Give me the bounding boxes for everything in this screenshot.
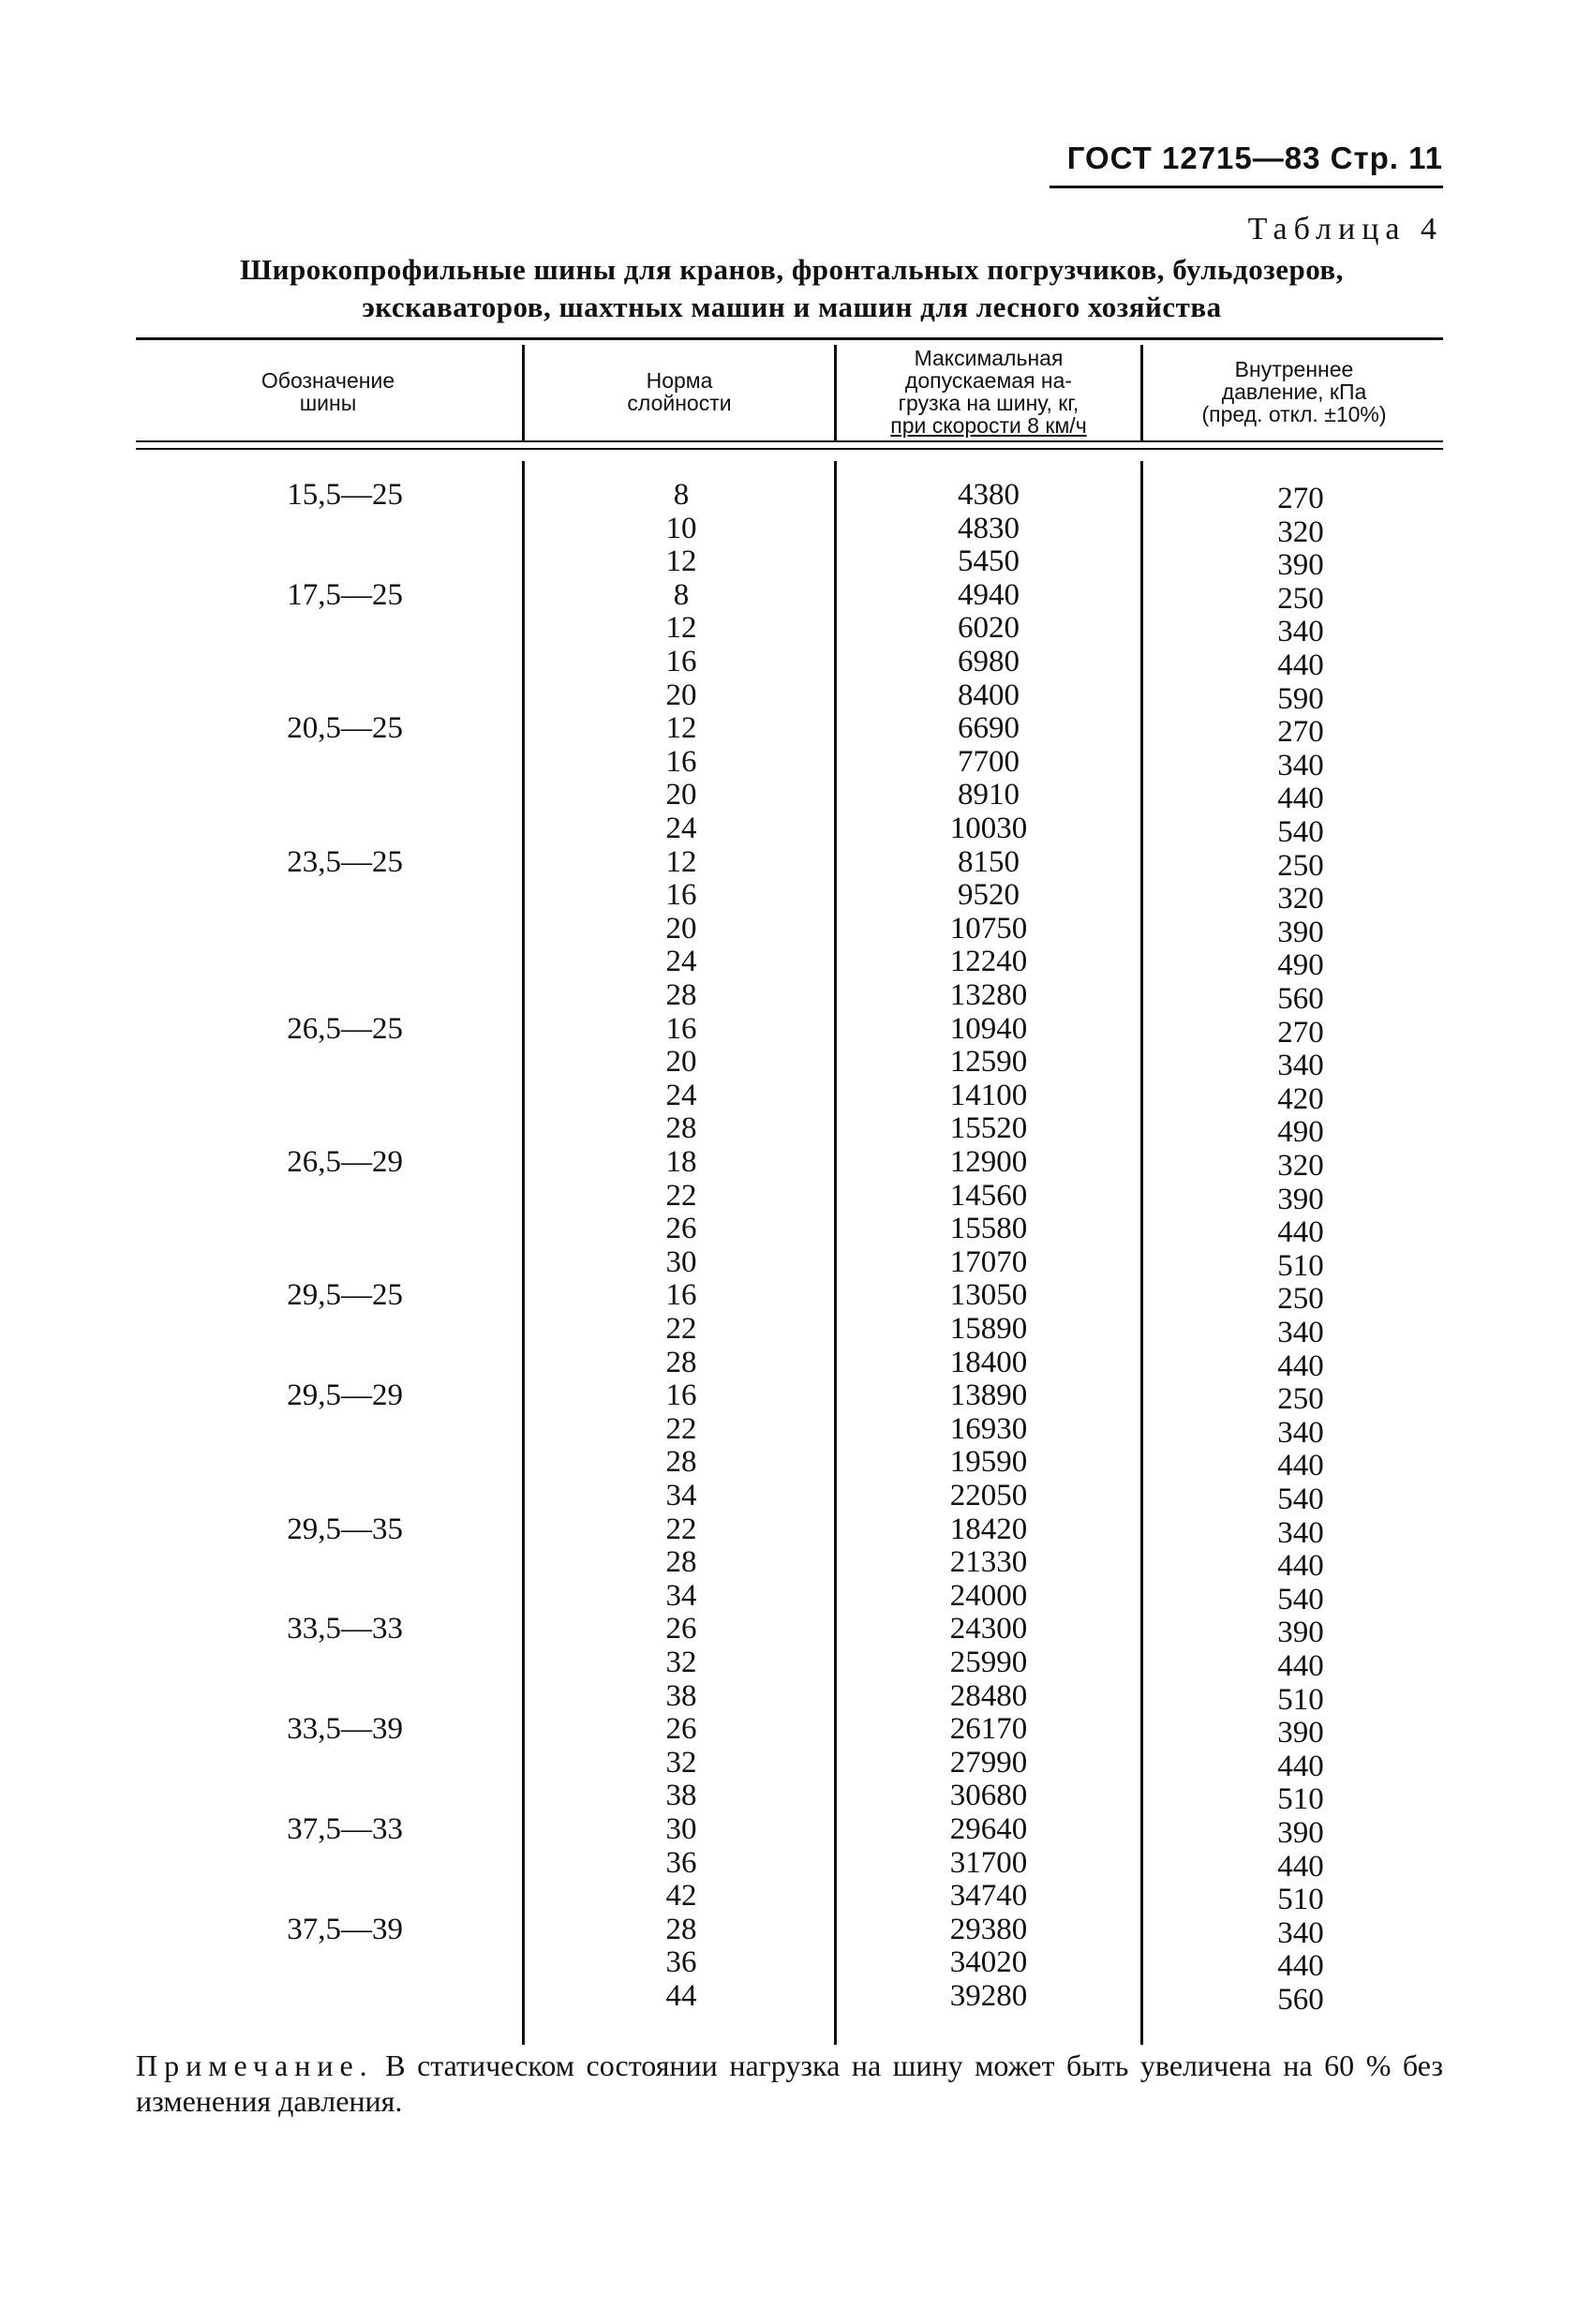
load-cell: 14560 — [949, 1178, 1028, 1213]
load-cell: 28480 — [949, 1678, 1028, 1713]
column-header-load-line: допускаемая на- — [904, 368, 1073, 393]
header-divider-2 — [834, 345, 837, 440]
tire-cell: 29,5—29 — [287, 1378, 403, 1413]
load-cell: 6020 — [958, 611, 1020, 646]
table-label: Таблица 4 — [1247, 212, 1443, 246]
column-header-ply-line: Норма — [646, 368, 713, 393]
pressure-cell: 560 — [1277, 1983, 1324, 2017]
load-cell: 8910 — [958, 778, 1020, 812]
column-header-load-line: грузка на шину, кг, — [898, 391, 1079, 415]
ply-cell: 18 — [665, 1145, 697, 1179]
page-header: ГОСТ 12715—83 Стр. 11 — [1066, 141, 1443, 175]
tire-cell: 29,5—35 — [287, 1512, 403, 1546]
load-cell: 10940 — [949, 1011, 1028, 1046]
body-divider-2 — [834, 461, 837, 2045]
ply-cell: 26 — [665, 1712, 697, 1747]
pressure-cell: 340 — [1277, 1316, 1324, 1349]
column-header-pressure-line: (пред. откл. ±10%) — [1201, 402, 1387, 426]
load-cell: 26170 — [949, 1712, 1028, 1747]
caption-line-1: Широкопрофильные шины для кранов, фронтальных погрузчиков, бульдозеров, — [240, 253, 1344, 286]
ply-cell: 22 — [665, 1312, 697, 1346]
tire-cell: 26,5—29 — [287, 1145, 403, 1179]
load-cell: 4940 — [958, 577, 1020, 612]
ply-cell: 42 — [665, 1879, 697, 1914]
column-header-pressure-line: давление, кПа — [1221, 380, 1367, 404]
pressure-cell: 440 — [1277, 1449, 1324, 1483]
load-cell: 18400 — [949, 1345, 1028, 1379]
pressure-cell: 540 — [1277, 1482, 1324, 1516]
pressure-cell: 440 — [1277, 648, 1324, 682]
ply-cell: 20 — [665, 911, 697, 946]
tire-cell: 37,5—39 — [287, 1912, 403, 1946]
load-cell: 12240 — [949, 945, 1028, 979]
load-cell: 25990 — [949, 1646, 1028, 1679]
load-cell: 4830 — [958, 511, 1020, 545]
tire-cell: 29,5—25 — [287, 1278, 403, 1313]
load-cell: 6690 — [958, 711, 1020, 746]
header-bottom-rule-2 — [136, 448, 1443, 450]
pressure-cell: 510 — [1277, 1883, 1324, 1917]
pressure-cell: 510 — [1277, 1682, 1324, 1717]
pressure-cell: 390 — [1277, 915, 1324, 949]
ply-cell: 34 — [665, 1479, 697, 1512]
tire-cell: 33,5—33 — [287, 1612, 403, 1646]
pressure-cell: 320 — [1277, 882, 1324, 916]
load-cell: 29380 — [949, 1912, 1028, 1946]
pressure-cell: 390 — [1277, 1182, 1324, 1216]
pressure-cell: 590 — [1277, 681, 1324, 716]
header-rule — [1050, 186, 1443, 188]
ply-cell: 24 — [665, 812, 697, 845]
pressure-cell: 440 — [1277, 1549, 1324, 1584]
pressure-cell: 320 — [1277, 514, 1324, 549]
pressure-cell: 250 — [1277, 1282, 1324, 1317]
load-cell: 6980 — [958, 645, 1020, 678]
ply-cell: 16 — [665, 1378, 697, 1413]
pressure-cell: 540 — [1277, 1582, 1324, 1616]
ply-cell: 30 — [665, 1244, 697, 1279]
load-cell: 31700 — [949, 1845, 1028, 1880]
note-text: В статическом состоянии нагрузка на шину может быть увеличена на 60 % без изменения давления. — [136, 2048, 1444, 2118]
load-cell: 13280 — [949, 978, 1028, 1012]
load-cell: 15890 — [949, 1312, 1028, 1346]
ply-cell: 16 — [665, 744, 697, 779]
tire-cell: 26,5—25 — [287, 1011, 403, 1046]
load-cell: 17070 — [949, 1244, 1028, 1279]
ply-cell: 38 — [665, 1779, 697, 1813]
pressure-cell: 440 — [1277, 1649, 1324, 1683]
pressure-cell: 420 — [1277, 1081, 1324, 1116]
ply-cell: 24 — [665, 1078, 697, 1112]
column-header-pressure-line: Внутреннее — [1234, 357, 1354, 381]
load-cell: 15580 — [949, 1212, 1028, 1246]
tire-cell: 20,5—25 — [287, 711, 403, 746]
pressure-cell: 390 — [1277, 548, 1324, 583]
load-cell: 15520 — [949, 1111, 1028, 1146]
ply-cell: 22 — [665, 1411, 697, 1446]
ply-cell: 28 — [665, 1111, 697, 1146]
pressure-cell: 320 — [1277, 1149, 1324, 1183]
column-header-tire-line: шины — [299, 391, 357, 415]
table-caption — [131, 251, 1452, 326]
ply-cell: 16 — [665, 1011, 697, 1046]
ply-cell: 28 — [665, 1545, 697, 1580]
pressure-cell: 270 — [1277, 1015, 1324, 1050]
load-cell: 39280 — [949, 1979, 1028, 2013]
pressure-cell: 340 — [1277, 1415, 1324, 1450]
tire-cell: 33,5—39 — [287, 1712, 403, 1747]
pressure-cell: 250 — [1277, 848, 1324, 883]
column-header-load — [839, 345, 1139, 439]
ply-cell: 32 — [665, 1646, 697, 1679]
ply-cell: 16 — [665, 878, 697, 913]
ply-cell: 22 — [665, 1178, 697, 1213]
pressure-cell: 510 — [1277, 1248, 1324, 1283]
ply-cell: 24 — [665, 945, 697, 979]
load-cell: 4380 — [958, 478, 1020, 512]
pressure-cell: 340 — [1277, 1915, 1324, 1950]
load-cell: 9520 — [958, 878, 1020, 913]
tire-cell: 15,5—25 — [287, 478, 403, 512]
column-header-tire-line: Обозначение — [261, 368, 395, 393]
pressure-cell: 270 — [1277, 715, 1324, 750]
note-label: Примечание. — [136, 2048, 374, 2082]
load-cell: 13050 — [949, 1278, 1028, 1313]
tire-cell: 17,5—25 — [287, 577, 403, 612]
ply-cell: 8 — [673, 577, 690, 612]
body-divider-1 — [522, 461, 525, 2045]
ply-cell: 8 — [673, 478, 690, 512]
ply-cell: 28 — [665, 1345, 697, 1379]
pressure-cell: 440 — [1277, 1215, 1324, 1250]
tire-cell: 37,5—33 — [287, 1812, 403, 1846]
load-cell: 21330 — [949, 1545, 1028, 1580]
header-divider-3 — [1140, 345, 1143, 440]
ply-cell: 44 — [665, 1979, 697, 2013]
pressure-cell: 490 — [1277, 1115, 1324, 1150]
ply-cell: 10 — [665, 511, 697, 545]
pressure-cell: 250 — [1277, 1382, 1324, 1417]
ply-cell: 32 — [665, 1745, 697, 1780]
column-header-ply — [527, 345, 832, 439]
header-bottom-rule — [136, 440, 1443, 442]
pressure-cell: 440 — [1277, 1749, 1324, 1783]
ply-cell: 34 — [665, 1578, 697, 1613]
tire-cell: 23,5—25 — [287, 844, 403, 879]
ply-cell: 22 — [665, 1512, 697, 1546]
ply-cell: 12 — [665, 844, 697, 879]
column-header-load-line: Максимальная — [914, 346, 1064, 370]
body-divider-3 — [1140, 461, 1143, 2045]
load-cell: 7700 — [958, 744, 1020, 779]
ply-cell: 28 — [665, 1912, 697, 1946]
ply-cell: 12 — [665, 711, 697, 746]
load-cell: 34020 — [949, 1945, 1028, 1980]
column-header-tire — [136, 345, 520, 439]
load-cell: 5450 — [958, 544, 1020, 579]
ply-cell: 36 — [665, 1845, 697, 1880]
load-cell: 8150 — [958, 844, 1020, 879]
load-cell: 22050 — [949, 1479, 1028, 1512]
pressure-cell: 560 — [1277, 982, 1324, 1016]
pressure-cell: 390 — [1277, 1716, 1324, 1750]
table-note — [136, 2048, 1443, 2119]
ply-cell: 26 — [665, 1212, 697, 1246]
ply-cell: 20 — [665, 678, 697, 712]
load-cell: 27990 — [949, 1745, 1028, 1780]
load-cell: 18420 — [949, 1512, 1028, 1546]
load-cell: 10030 — [949, 812, 1028, 845]
load-cell: 8400 — [958, 678, 1020, 712]
load-cell: 14100 — [949, 1078, 1028, 1112]
ply-cell: 12 — [665, 611, 697, 646]
ply-cell: 28 — [665, 1445, 697, 1480]
pressure-cell: 340 — [1277, 748, 1324, 782]
ply-cell: 38 — [665, 1678, 697, 1713]
pressure-cell: 270 — [1277, 482, 1324, 515]
pressure-cell: 390 — [1277, 1816, 1324, 1850]
load-cell: 30680 — [949, 1779, 1028, 1813]
pressure-cell: 440 — [1277, 1348, 1324, 1383]
ply-cell: 26 — [665, 1612, 697, 1646]
pressure-cell: 340 — [1277, 1515, 1324, 1550]
load-cell: 29640 — [949, 1812, 1028, 1846]
load-cell: 10750 — [949, 911, 1028, 946]
ply-cell: 12 — [665, 544, 697, 579]
pressure-cell: 440 — [1277, 1949, 1324, 1984]
load-cell: 24000 — [949, 1578, 1028, 1613]
pressure-cell: 340 — [1277, 1049, 1324, 1083]
header-divider-1 — [522, 345, 525, 440]
ply-cell: 30 — [665, 1812, 697, 1846]
ply-cell: 16 — [665, 1278, 697, 1313]
table-top-rule — [136, 337, 1443, 340]
pressure-cell: 440 — [1277, 1849, 1324, 1884]
ply-cell: 20 — [665, 1045, 697, 1080]
caption-line-2: экскаваторов, шахтных машин и машин для лесного хозяйства — [362, 290, 1222, 323]
load-cell: 16930 — [949, 1411, 1028, 1446]
load-cell: 34740 — [949, 1879, 1028, 1914]
load-cell: 19590 — [949, 1445, 1028, 1480]
ply-cell: 20 — [665, 778, 697, 812]
pressure-cell: 540 — [1277, 815, 1324, 849]
ply-cell: 36 — [665, 1945, 697, 1980]
load-cell: 12900 — [949, 1145, 1028, 1179]
pressure-cell: 340 — [1277, 615, 1324, 649]
pressure-cell: 390 — [1277, 1616, 1324, 1650]
pressure-cell: 250 — [1277, 581, 1324, 616]
pressure-cell: 440 — [1277, 782, 1324, 816]
column-header-load-line: при скорости 8 км/ч — [890, 413, 1087, 438]
ply-cell: 16 — [665, 645, 697, 678]
pressure-cell: 510 — [1277, 1782, 1324, 1817]
ply-cell: 28 — [665, 978, 697, 1012]
load-cell: 13890 — [949, 1378, 1028, 1413]
load-cell: 24300 — [949, 1612, 1028, 1646]
column-header-pressure — [1145, 345, 1443, 439]
load-cell: 12590 — [949, 1045, 1028, 1080]
column-header-ply-line: слойности — [627, 391, 732, 415]
pressure-cell: 490 — [1277, 948, 1324, 983]
